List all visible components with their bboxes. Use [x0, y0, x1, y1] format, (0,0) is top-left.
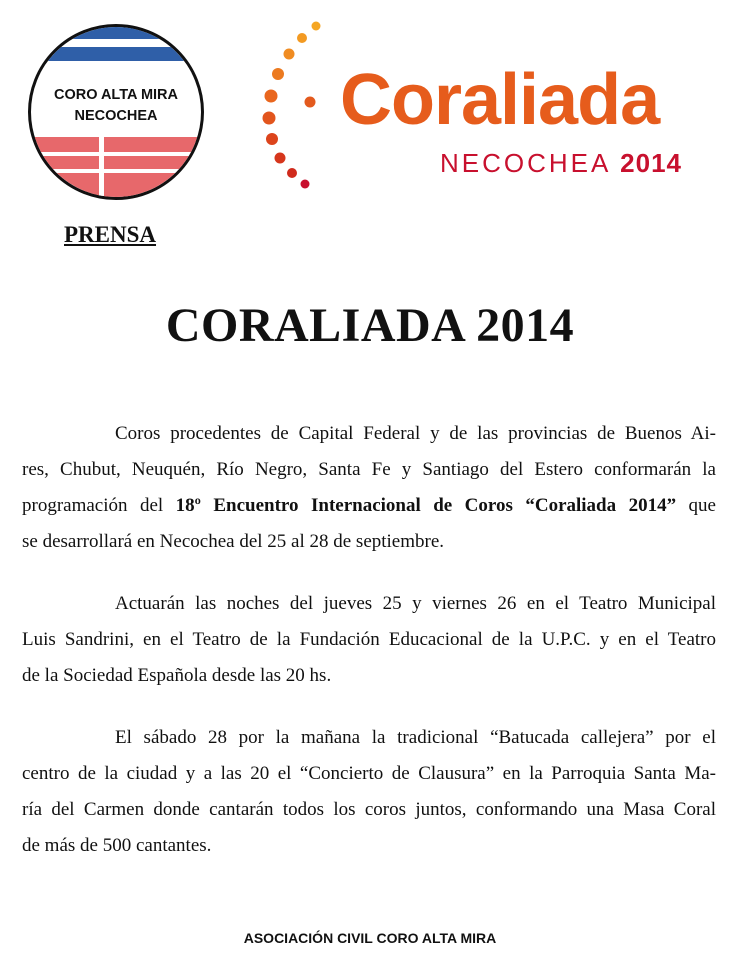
paragraph-line: Actuarán las noches del jueves 25 y viernes 26 en el Teatro Municipal	[115, 593, 716, 614]
paragraph-line	[22, 488, 716, 524]
paragraph-line: Coros procedentes de Capital Federal y de las provincias de Buenos Ai-	[115, 423, 716, 444]
choir-logo-line1: CORO ALTA MIRA	[53, 87, 179, 103]
paragraph-2	[22, 586, 716, 694]
paragraph-3	[22, 720, 716, 864]
footer-organization: ASOCIACIÓN CIVIL CORO ALTA MIRA	[243, 930, 497, 946]
coraliada-logo-city: NECOCHEA	[440, 148, 610, 178]
paragraph-text: programación del	[22, 495, 176, 516]
section-label: PRENSA	[64, 222, 157, 247]
paragraph-line: se desarrollará en Necochea del 25 al 28 de septiembre.	[22, 531, 445, 552]
choir-logo-text	[31, 85, 201, 127]
coraliada-logo-word: Coraliada	[340, 60, 660, 140]
paragraph-1	[22, 416, 716, 560]
coraliada-logo-subtitle	[440, 148, 682, 178]
paragraph-line: res, Chubut, Neuquén, Río Negro, Santa Fe y Santiago del Estero conformarán la	[22, 459, 716, 480]
page-title: CORALIADA 2014	[165, 299, 575, 352]
paragraph-line: centro de la ciudad y a las 20 el “Concierto de Clausura” en la Parroquia Santa Ma-	[22, 763, 716, 784]
paragraph-line: de la Sociedad Española desde las 20 hs.	[22, 665, 332, 686]
paragraph-line: El sábado 28 por la mañana la tradicional “Batucada callejera” por el	[115, 727, 716, 748]
choir-logo	[28, 24, 204, 200]
choir-logo-line2: NECOCHEA	[74, 108, 158, 124]
coraliada-dots-icon	[250, 18, 330, 193]
coraliada-logo-year: 2014	[620, 148, 682, 178]
paragraph-text: que	[676, 495, 716, 516]
event-name: 18º Encuentro Internacional de Coros “Coraliada 2014”	[175, 495, 677, 516]
paragraph-line: de más de 500 cantantes.	[22, 835, 212, 856]
paragraph-line: ría del Carmen donde cantarán todos los coros juntos, conformando una Masa Coral	[22, 799, 716, 820]
paragraph-line: Luis Sandrini, en el Teatro de la Fundación Educacional de la U.P.C. y en el Teatro	[22, 629, 716, 650]
